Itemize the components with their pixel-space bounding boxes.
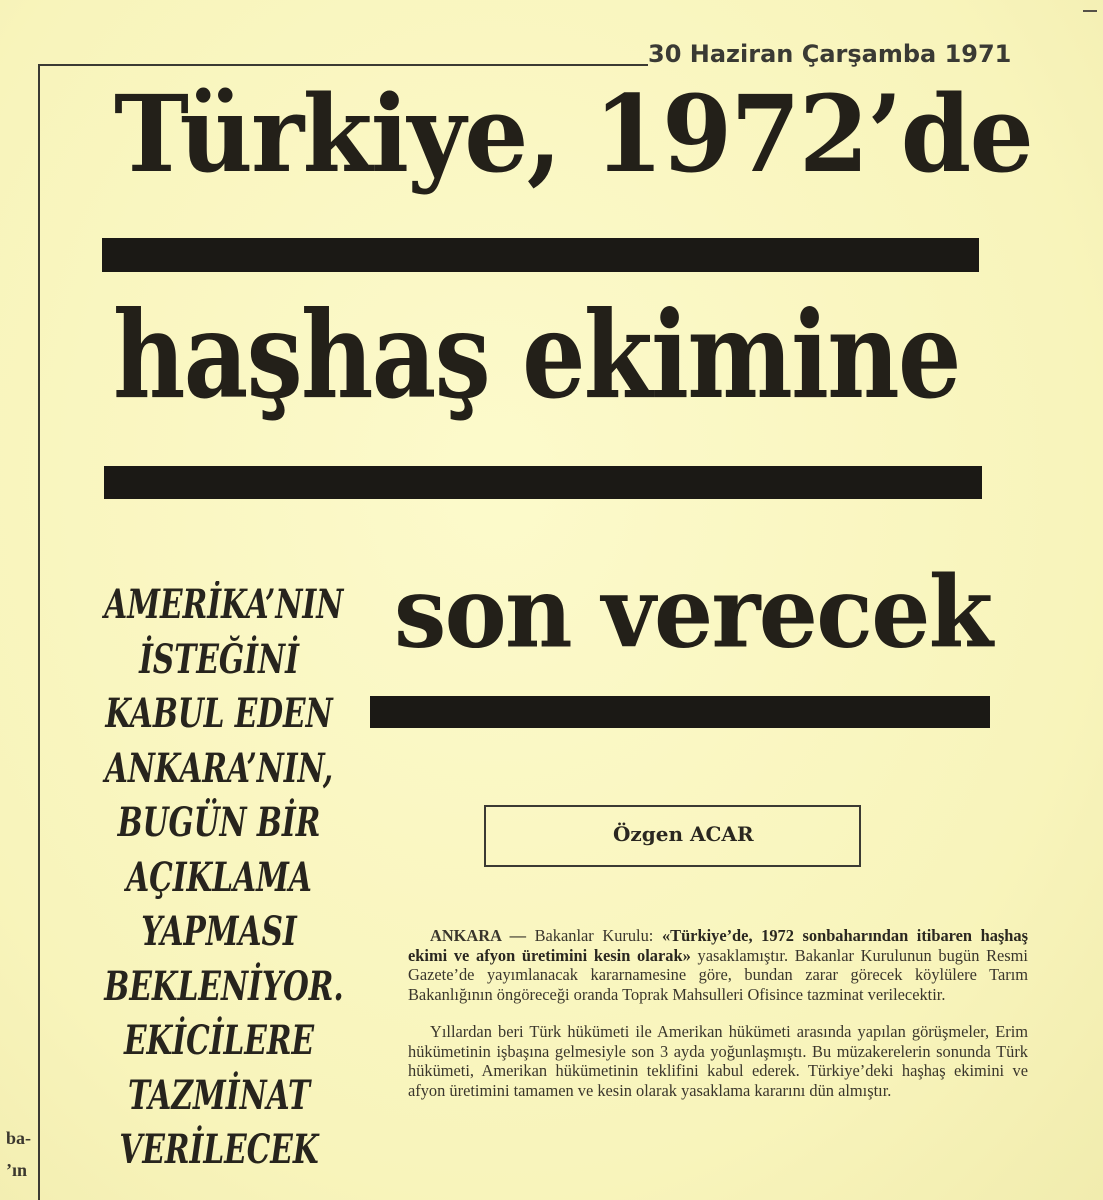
headline-line-2: haşhaş ekimine: [113, 285, 960, 426]
paragraph-1-rest: yasaklamıştır. Bakanlar Kurulunun bugün Resmi Gazete’de yayımlanacak kararnamesine göre, bundan zarar görecek köylülere Tarım Bakanlığının öngöreceği oranda Toprak Mahsulleri Ofisince tazminat verilecektir.: [408, 945, 1028, 1005]
paragraph-2: Yıllardan beri Türk hükümeti ile Amerikan hükümeti arasında yapılan görüşmeler, Erim hükümetinin işbaşına gelmesiyle son 3 ayda yoğunlaşmıştı. Bu müzakerelerin sonunda Türk hükümeti, Amerikan hükümetinin teklifini kabul ederek. Türkiye’deki haşhaş ekimini ve afyon üretimini tamamen ve kesin olarak yasaklama kararını dün almıştır.: [408, 1021, 1028, 1100]
headline-line-1: Türkiye, 1972’de: [114, 72, 1033, 197]
headline-line-3: son verecek: [394, 555, 992, 671]
deck-line: AMERİKA’NIN: [104, 581, 344, 628]
edge-mark: [1083, 10, 1097, 12]
deck-line: YAPMASI: [141, 908, 297, 955]
frame-top-rule: [38, 64, 648, 66]
deck-line: BUGÜN BİR: [117, 799, 321, 846]
adjacent-column-fragment: ba-: [6, 1128, 32, 1148]
deck-line: İSTEĞİNİ: [139, 635, 299, 683]
frame-left-rule: [38, 64, 40, 1200]
headline-rule-3: [370, 696, 990, 728]
byline: Özgen ACAR: [613, 822, 754, 846]
deck-line: ANKARA’NIN,: [104, 744, 334, 792]
headline-rule-2: [104, 466, 982, 499]
bleed-through-text: [20, 0, 1100, 14]
deck-line: EKİCİLERE: [123, 1017, 315, 1064]
deck-line: TAZMİNAT: [127, 1071, 311, 1119]
issue-date: 30 Haziran Çarşamba 1971: [648, 40, 1012, 68]
paragraph-1: [408, 926, 1028, 1005]
headline-rule-1: [102, 238, 979, 272]
dateline: ANKARA —: [430, 926, 527, 945]
deck-line: VERİLECEK: [119, 1126, 319, 1173]
deck-line: BEKLENİYOR.: [104, 962, 344, 1010]
deck-line: AÇIKLAMA: [126, 853, 312, 901]
paragraph-1-quote: «Türkiye’de, 1972 sonbaharından itibaren haşhaş ekimi ve afyon üretimini kesin olarak»: [408, 926, 1028, 965]
paragraph-1-intro: Bakanlar Kurulu:: [526, 926, 662, 945]
article-body: [408, 926, 1028, 1101]
deck-subheadline: [64, 578, 374, 1178]
deck-line: KABUL EDEN: [105, 690, 333, 737]
byline-box: [484, 805, 861, 867]
adjacent-column-fragment: ’ın: [6, 1160, 28, 1180]
